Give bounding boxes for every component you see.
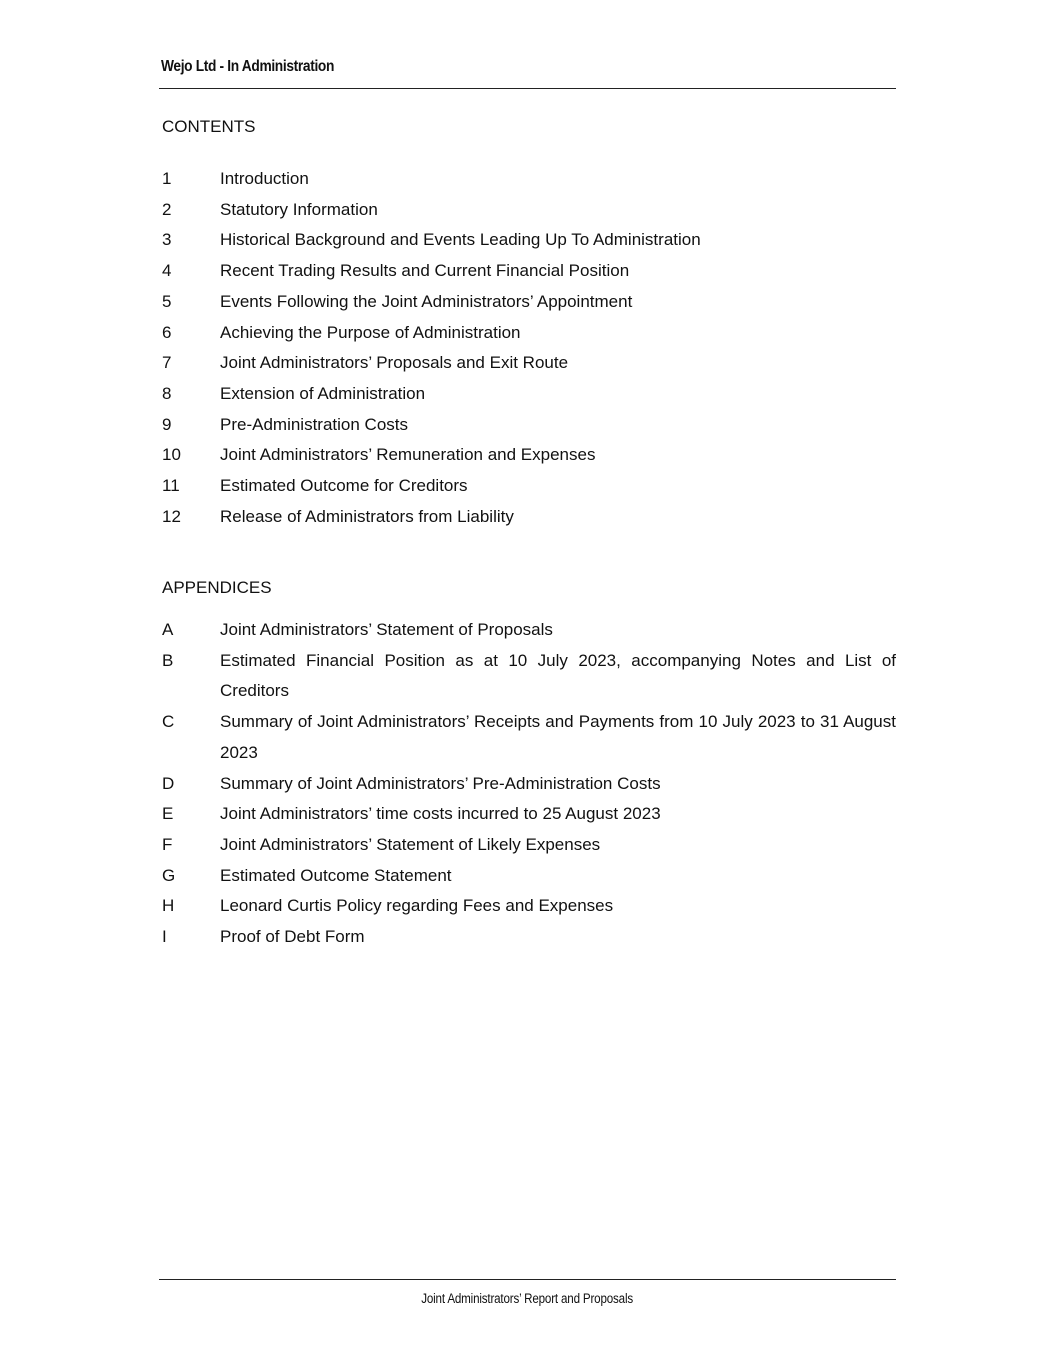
contents-item-label: Pre-Administration Costs [220, 414, 409, 434]
appendix-item-label: Estimated Outcome Statement [220, 865, 452, 885]
appendix-item-letter: E [162, 804, 174, 824]
page-header-title: Wejo Ltd - In Administration [161, 58, 335, 75]
contents-item [162, 502, 896, 533]
appendix-item-label: Summary of Joint Administrators’ Pre-Administration Costs [220, 773, 661, 793]
contents-heading: CONTENTS [162, 117, 256, 136]
contents-item [162, 287, 896, 318]
appendix-item-label: Summary of Joint Administrators’ Receipts and Payments from 10 July 2023 to 31 August 2023 [220, 712, 896, 762]
appendix-item-label: Joint Administrators’ Statement of Likely Expenses [220, 834, 601, 854]
contents-item [162, 410, 896, 441]
contents-item-label: Release of Administrators from Liability [220, 506, 514, 526]
contents-item-label: Statutory Information [220, 199, 378, 219]
contents-item-number: 10 [162, 445, 181, 465]
appendix-item-label: Proof of Debt Form [220, 927, 365, 947]
appendices-heading: APPENDICES [162, 578, 272, 597]
contents-item-label: Events Following the Joint Administrators’ Appointment [220, 291, 633, 311]
appendix-item-letter: I [162, 927, 167, 947]
contents-item-label: Achieving the Purpose of Administration [220, 322, 521, 342]
appendix-item-letter: H [162, 896, 175, 916]
appendix-item [162, 922, 896, 953]
contents-item-label: Joint Administrators’ Remuneration and Expenses [220, 445, 596, 465]
contents-item [162, 195, 896, 226]
contents-item-label: Introduction [220, 169, 309, 188]
contents-item-number: 8 [162, 383, 172, 403]
contents-item [162, 471, 896, 502]
appendix-item-letter: B [162, 650, 174, 670]
appendix-item [162, 861, 896, 892]
contents-item [162, 256, 896, 287]
appendix-item-label: Joint Administrators’ Statement of Proposals [220, 620, 553, 639]
appendix-item-letter: D [162, 773, 175, 793]
contents-list [162, 164, 896, 532]
appendix-item [162, 615, 896, 646]
contents-item-number: 4 [162, 261, 172, 281]
contents-item-number: 2 [162, 199, 172, 219]
appendix-item-letter: A [162, 620, 174, 639]
appendix-item-letter: C [162, 712, 175, 732]
appendix-item [162, 891, 896, 922]
appendix-item [162, 769, 896, 800]
contents-item-label: Recent Trading Results and Current Financial Position [220, 261, 630, 281]
contents-item-number: 9 [162, 414, 172, 434]
appendix-item [162, 799, 896, 830]
contents-item-number: 6 [162, 322, 172, 342]
contents-item-label: Historical Background and Events Leading Up To Administration [220, 230, 701, 250]
appendices-list [162, 615, 896, 953]
contents-item [162, 164, 896, 195]
footer-divider [159, 1279, 896, 1280]
contents-item [162, 440, 896, 471]
page-footer-text: Joint Administrators’ Report and Proposals [421, 1291, 634, 1306]
contents-item-number: 3 [162, 230, 172, 250]
contents-item [162, 318, 896, 349]
contents-item-label: Extension of Administration [220, 383, 426, 403]
contents-item-number: 12 [162, 506, 181, 526]
contents-item-number: 11 [162, 476, 180, 496]
appendix-item-label: Leonard Curtis Policy regarding Fees and Expenses [220, 896, 614, 916]
contents-item-label: Joint Administrators’ Proposals and Exit Route [220, 353, 569, 373]
appendix-item-label: Estimated Financial Position as at 10 July 2023, accompanying Notes and List of Creditors [220, 650, 896, 701]
contents-item-number: 1 [162, 169, 172, 188]
appendix-item [162, 707, 896, 768]
contents-item-number: 5 [162, 291, 172, 311]
header-divider [159, 88, 896, 89]
appendix-item-label: Joint Administrators’ time costs incurred to 25 August 2023 [220, 804, 661, 824]
contents-item [162, 348, 896, 379]
contents-item [162, 379, 896, 410]
appendix-item [162, 646, 896, 707]
appendix-item-letter: G [162, 865, 176, 885]
appendix-item [162, 830, 896, 861]
contents-item [162, 225, 896, 256]
page-footer [0, 1291, 1055, 1306]
appendix-item-letter: F [162, 834, 173, 854]
contents-item-label: Estimated Outcome for Creditors [220, 476, 468, 496]
contents-item-number: 7 [162, 353, 172, 373]
